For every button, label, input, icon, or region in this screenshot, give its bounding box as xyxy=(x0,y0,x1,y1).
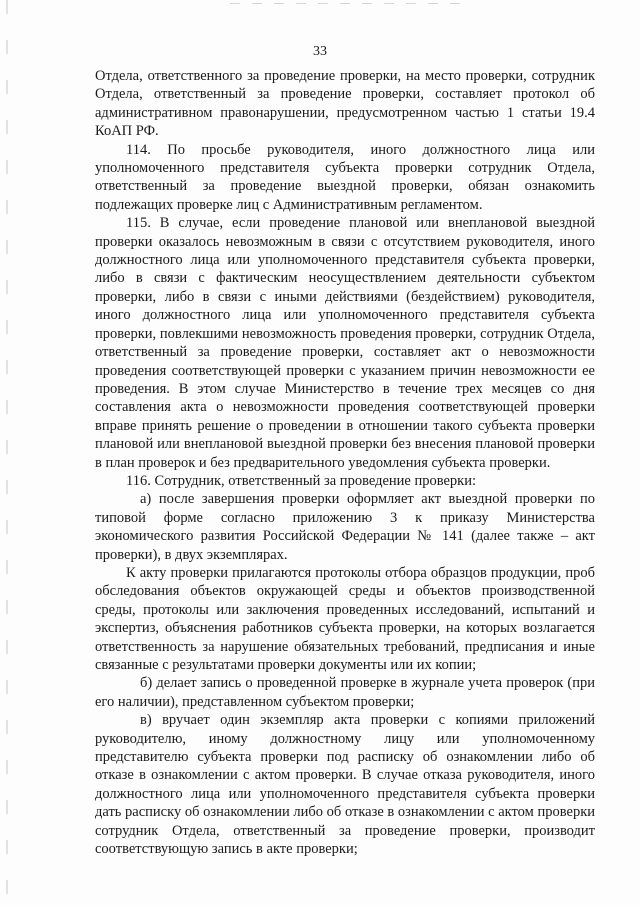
document-body xyxy=(95,67,595,858)
paragraph-116-v: в) вручает один экземпляр акта проверки с копиями приложений руководителю, иному должностному лицу или уполномоченному представителю субъекта проверки под расписку об ознакомлении либо об отказе в ознакомлении с актом проверки. В случае отказа руководителя, иного должностного лица или уполномоченного представителя субъекта проверки дать расписку об ознакомлении либо об отказе в ознакомлении с актом проверки сотрудник Отдела, ответственный за проведение проверки, производит соответствующую запись в акте проверки; xyxy=(95,712,595,858)
scan-edge-left xyxy=(6,0,8,905)
paragraph-114: 114. По просьбе руководителя, иного должностного лица или уполномоченного представителя субъекта проверки сотрудник Отдела, ответственный за проведение выездной проверки, обязан ознакомить подлежащих проверке лиц с Административным регламентом. xyxy=(95,141,595,213)
paragraph-116-a-attachments: К акту проверки прилагаются протоколы отбора образцов продукции, проб обследования объектов окружающей среды и объектов производственной среды, протоколы или заключения проведенных исследований, испытаний и экспертиз, объяснения работников субъекта проверки, на которых возлагается ответственность за нарушение обязательных требований, предписания и иные связанные с результатами проверки документы или их копии; xyxy=(95,564,595,673)
paragraph-116-b: б) делает запись о проведенной проверке в журнале учета проверок (при его наличии), представленном субъектом проверки; xyxy=(95,675,595,710)
page-number: 33 xyxy=(313,44,327,59)
paragraph-116: 116. Сотрудник, ответственный за проведение проверки: xyxy=(126,472,477,489)
paragraph-continuation: Отдела, ответственного за проведение проверки, на место проверки, сотрудник Отдела, ответственный за проведение проверки, составляет протокол об административном правонарушении, предусмотренном частью 1 статьи 19.4 КоАП РФ. xyxy=(95,68,595,140)
paragraph-116-a: а) после завершения проверки оформляет акт выездной проверки по типовой форме согласно приложению 3 к приказу Министерства экономического развития Российской Федерации № 141 (далее также – акт проверки), в двух экземплярах. xyxy=(95,491,595,563)
scan-edge-top xyxy=(230,3,470,4)
paragraph-115: 115. В случае, если проведение плановой или внеплановой выездной проверки оказалось невозможным в связи с отсутствием руководителя, иного должностного лица или уполномоченного представителя субъекта проверки, либо в связи с фактическим неосуществлением деятельности субъектом проверки, либо в связи с иными действиями (бездействием) руководителя, иного должностного лица или уполномоченного представителя субъекта проверки, повлекшими невозможность проведения проверки, сотрудник Отдела, ответственный за проведение проверки, составляет акт о невозможности проведения соответствующей проверки с указанием причин невозможности ее проведения. В этом случае Министерство в течение трех месяцев со дня составления акта о невозможности проведения соответствующей проверки вправе принять решение о проведении в отношении такого субъекта проверки плановой или внеплановой выездной проверки без внесения плановой проверки в план проверок и без предварительного уведомления субъекта проверки. xyxy=(95,215,595,471)
